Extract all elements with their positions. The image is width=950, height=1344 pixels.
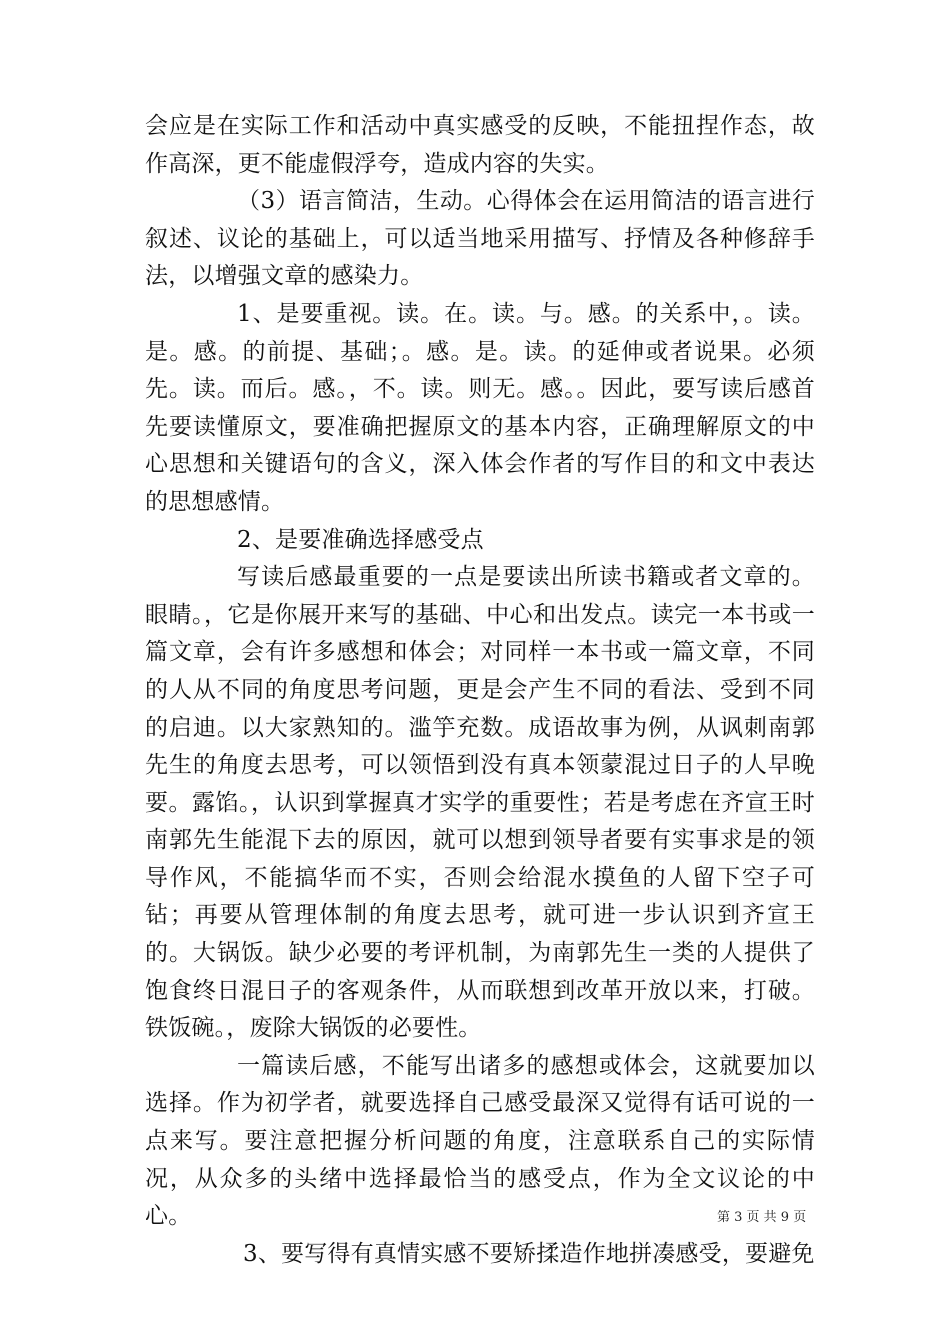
paragraph-continuation: 会应是在实际工作和活动中真实感受的反映，不能扭捏作态，故作高深，更不能虚假浮夸，造成内容的失实。 — [145, 113, 815, 177]
document-body — [145, 108, 815, 1273]
paragraph-point-2-heading: 2、是要准确选择感受点 — [237, 526, 484, 553]
paragraph-point-1: 1、是要重视。读。在。读。与。感。的关系中，。读。是。感。的前提、基础；。感。是。读。的延伸或者说果。必须先。读。而后。感。，不。读。则无。感。。因此，要写读后感首先要读懂原文，要准确把握原文的基本内容，正确理解原文的中心思想和关键语句的含义，深入体会作者的写作目的和文中表达的思想感情。 — [145, 300, 815, 515]
paragraph-point-3: 3、要写得有真情实感不要矫揉造作地拼凑感受，要避免 — [243, 1240, 815, 1267]
paragraph-choose-point: 一篇读后感，不能写出诸多的感想或体会，这就要加以选择。作为初学者，就要选择自己感受最深又觉得有话可说的一点来写。要注意把握分析问题的角度，注意联系自己的实际情况，从众多的头绪中选择最恰当的感受点，作为全文议论的中心。 — [145, 1052, 815, 1230]
paragraph-point-2-body: 写读后感最重要的一点是要读出所读书籍或者文章的。眼睛。，它是你展开来写的基础、中心和出发点。读完一本书或一篇文章，会有许多感想和体会；对同样一本书或一篇文章，不同的人从不同的角度思考问题，更是会产生不同的看法、受到不同的启迪。以大家熟知的。滥竽充数。成语故事为例，从讽刺南郭先生的角度去思考，可以领悟到没有真本领蒙混过日子的人早晚要。露馅。，认识到掌握真才实学的重要性；若是考虑在齐宣王时南郭先生能混下去的原因，就可以想到领导者要有实事求是的领导作风，不能搞华而不实，否则会给混水摸鱼的人留下空子可钻；再要从管理体制的角度去思考，就可进一步认识到齐宣王的。大锅饭。缺少必要的考评机制，为南郭先生一类的人提供了饱食终日混日子的客观条件，从而联想到改革开放以来，打破。铁饭碗。，废除大锅饭的必要性。 — [145, 564, 815, 1042]
paragraph-language-concise: （3）语言简洁，生动。心得体会在运用简洁的语言进行叙述、议论的基础上，可以适当地采用描写、抒情及各种修辞手法，以增强文章的感染力。 — [145, 188, 815, 290]
page-number: 第 3 页 共 9 页 — [717, 1210, 807, 1225]
